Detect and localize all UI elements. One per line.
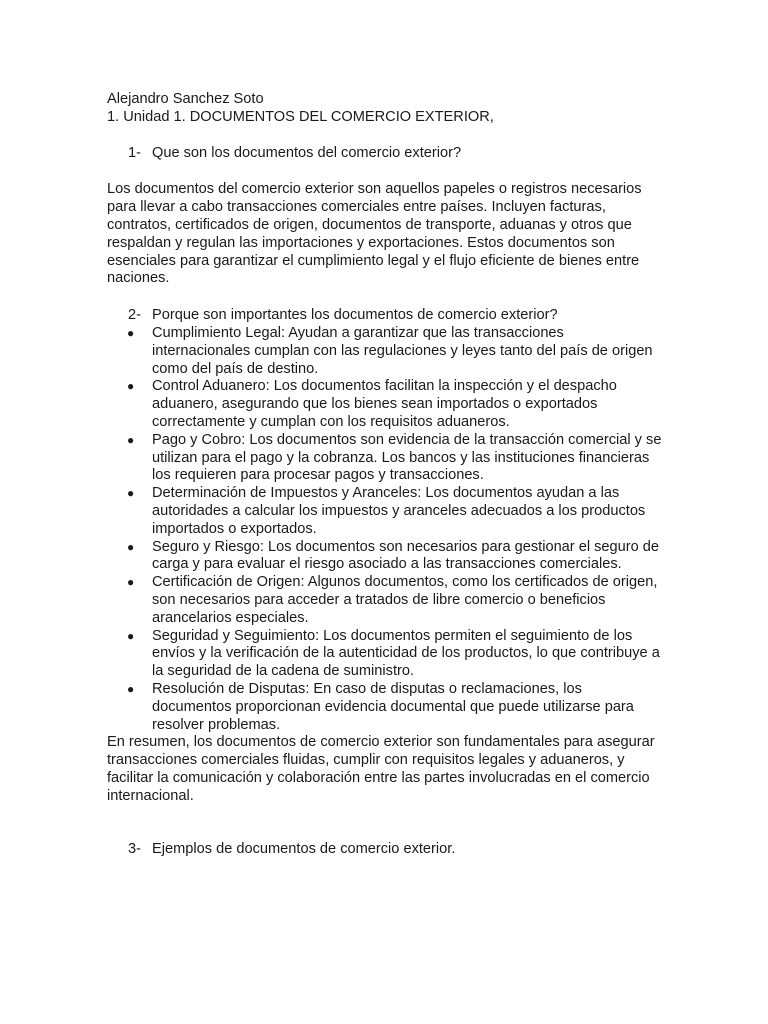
question-1	[107, 145, 663, 163]
bullet-icon: ●	[127, 379, 135, 394]
list-item-text: Cumplimiento Legal: Ayudan a garantizar que las transacciones internacionales cumplan con las regulaciones y leyes tanto del país de origen como del país de destino.	[152, 324, 653, 377]
list-item-text: Control Aduanero: Los documentos facilitan la inspección y el despacho aduanero, asegurando que los bienes sean importados o exportados correctamente y cumplan con los requisitos aduaneros.	[152, 378, 617, 430]
list-item-text: Seguro y Riesgo: Los documentos son necesarios para gestionar el seguro de carga y para evaluar el riesgo asociado a las transacciones comerciales.	[152, 538, 660, 573]
list-item	[107, 325, 664, 378]
question-3	[107, 841, 663, 859]
list-item-text: Certificación de Origen: Algunos documentos, como los certificados de origen, son necesarios para acceder a tratados de libre comercio o beneficios arancelarios especiales.	[152, 574, 658, 626]
list-item-text: Pago y Cobro: Los documentos son evidencia de la transacción comercial y se utilizan para el pago y la cobranza. Los bancos y las instituciones financieras los requieren para procesar pagos y transacciones.	[152, 431, 662, 484]
summary-paragraph: En resumen, los documentos de comercio exterior son fundamentales para asegurar transacciones comerciales fluidas, cumplir con requisitos legales y aduaneros, y facilitar la comunicación y colaboración entre las partes involucradas en el comercio internacional.	[107, 734, 655, 804]
list-item-text: Seguridad y Seguimiento: Los documentos permiten el seguimiento de los envíos y la verificación de la autenticidad de los productos, lo que contribuye a la seguridad de la cadena de suministro.	[152, 627, 660, 680]
list-item	[107, 378, 664, 431]
question-3-text: Ejemplos de documentos de comercio exterior.	[152, 841, 456, 858]
bullet-icon: ●	[127, 628, 135, 643]
bullet-icon: ●	[127, 432, 135, 447]
importance-list	[107, 325, 663, 734]
question-3-number: 3-	[128, 841, 141, 858]
question-1-number: 1-	[128, 144, 141, 161]
bullet-icon: ●	[127, 681, 135, 696]
list-item	[107, 539, 664, 575]
list-item	[107, 574, 664, 627]
question-2	[107, 307, 663, 325]
list-item	[107, 681, 664, 734]
list-item	[107, 432, 664, 485]
author-name: Alejandro Sanchez Soto	[107, 91, 264, 107]
document-page	[107, 91, 663, 859]
bullet-icon: ●	[127, 575, 135, 590]
list-item	[107, 485, 664, 538]
answer-1-paragraph: Los documentos del comercio exterior son aquellos papeles o registros necesarios para llevar a cabo transacciones comerciales entre países. Incluyen facturas, contratos, certificados de origen, documentos de transporte, aduanas y otros que respaldan y regulan las importaciones y exportaciones. Estos documentos son esenciales para garantizar el cumplimiento legal y el flujo eficiente de bienes entre naciones.	[107, 181, 642, 287]
list-item	[107, 628, 664, 681]
list-item-text: Resolución de Disputas: En caso de disputas o reclamaciones, los documentos proporcionan evidencia documental que puede utilizarse para resolver problemas.	[152, 680, 634, 733]
question-2-number: 2-	[128, 307, 141, 324]
question-1-text: Que son los documentos del comercio exterior?	[152, 144, 462, 161]
list-item-text: Determinación de Impuestos y Aranceles: Los documentos ayudan a las autoridades a calcular los impuestos y aranceles adecuados a los productos importados o exportados.	[152, 485, 646, 537]
bullet-icon: ●	[127, 325, 135, 340]
bullet-icon: ●	[127, 486, 135, 501]
unit-title: 1. Unidad 1. DOCUMENTOS DEL COMERCIO EXTERIOR,	[107, 108, 494, 125]
bullet-icon: ●	[127, 539, 135, 554]
question-2-text: Porque son importantes los documentos de comercio exterior?	[152, 307, 558, 324]
